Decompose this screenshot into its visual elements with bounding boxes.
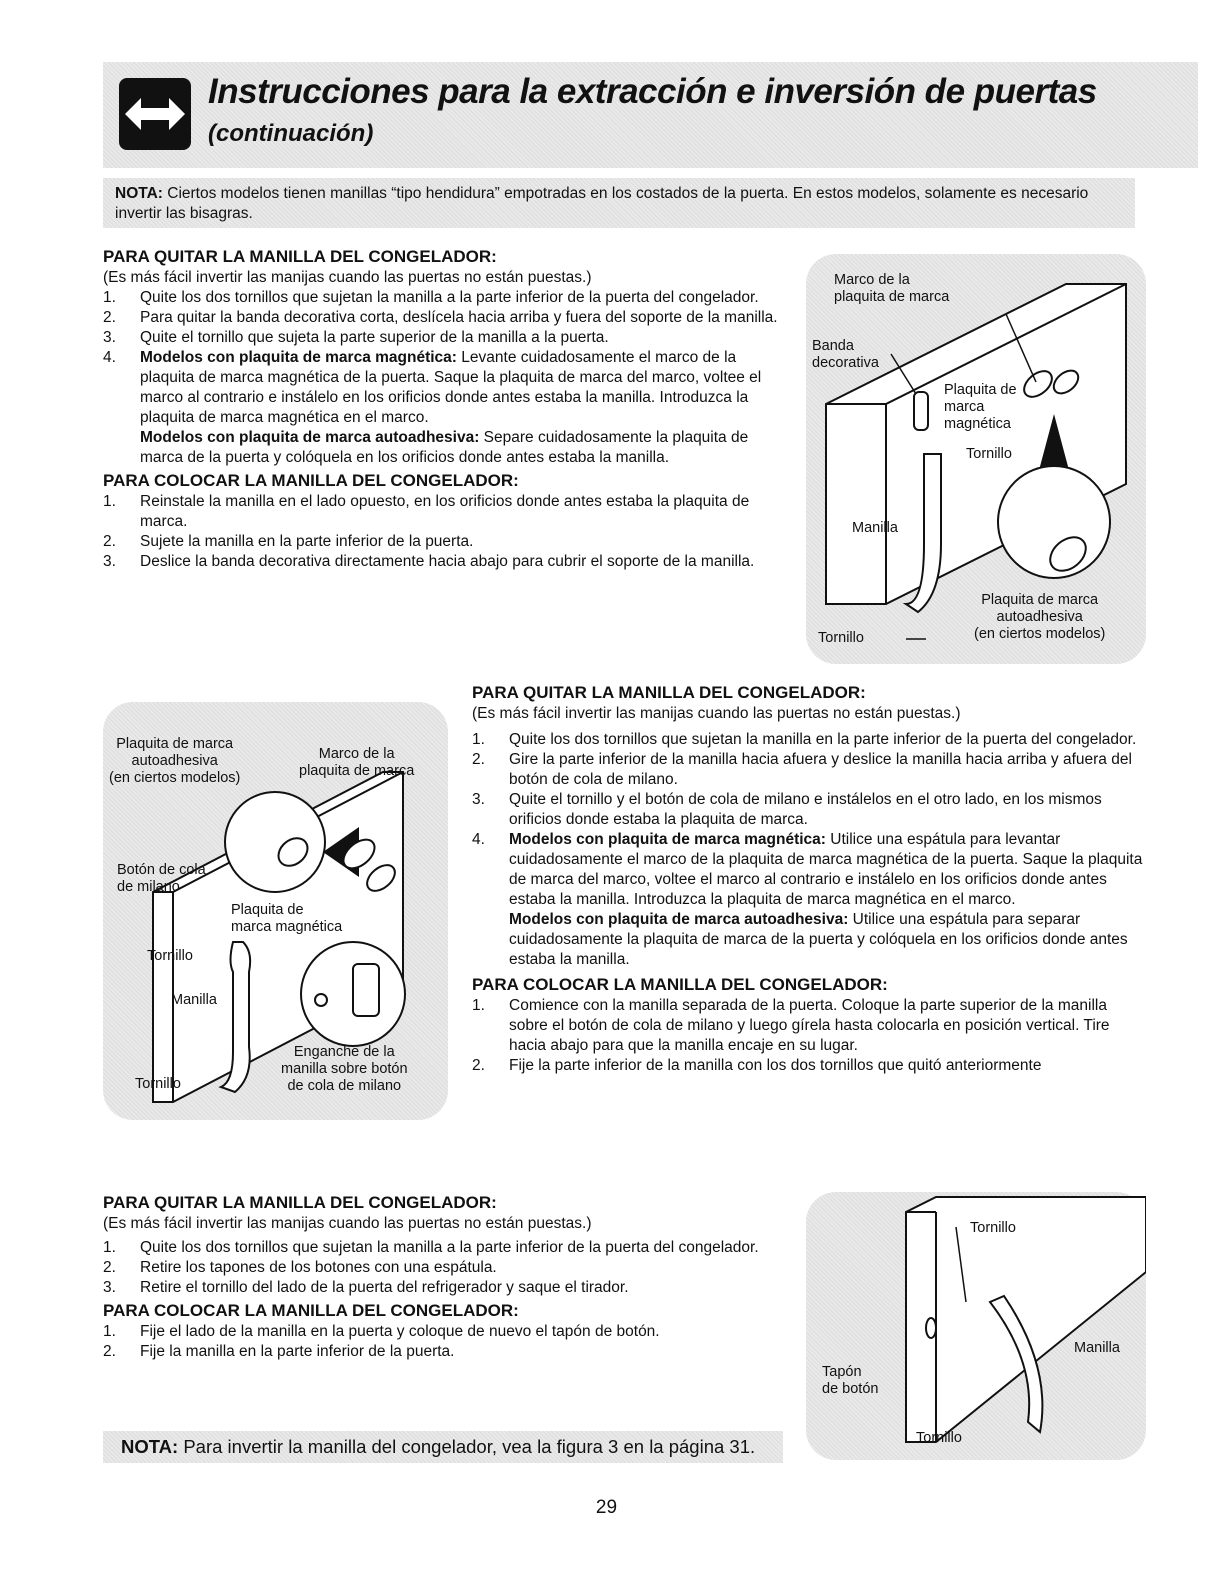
list-item: 1. Comience con la manilla separada de la puerta. Coloque la parte superior de la manilla sobre el botón de cola de milano y luego gírela hasta colocarla en posición vertical. Tire hacia abajo para que la manilla encaje en su lugar.: [472, 997, 1110, 1054]
list-item: 1. Reinstale la manilla en el lado opuesto, en los orificios donde antes estaba la plaquita de marca.: [103, 493, 750, 530]
page-subtitle: (continuación): [208, 120, 374, 147]
label-manilla: Manilla: [171, 992, 217, 1008]
page-number: 29: [595, 1497, 618, 1518]
list-item: 2. Gire la parte inferior de la manilla hacia afuera y deslice la manilla hacia arriba y afuera del botón de cola de milano.: [472, 751, 1132, 788]
section-heading: PARA COLOCAR LA MANILLA DEL CONGELADOR:: [103, 1301, 519, 1320]
section-heading: PARA QUITAR LA MANILLA DEL CONGELADOR:: [103, 247, 497, 266]
note-bottom: [103, 1431, 783, 1463]
label-manilla: Manilla: [852, 520, 898, 536]
note-top: [103, 178, 1135, 228]
list-item: 3. Deslice la banda decorativa directamente hacia abajo para cubrir el soporte de la manilla.: [103, 553, 755, 570]
label-tornillo-mid: Tornillo: [147, 948, 193, 964]
list-item: 2. Para quitar la banda decorativa corta, deslícela hacia arriba y fuera del soporte de la manilla.: [103, 309, 778, 326]
label-plaquita-autoadhesiva: Plaquita de marca autoadhesiva (en ciertos modelos): [974, 592, 1106, 642]
label-marco: Marco de la plaquita de marca: [834, 272, 950, 305]
steps-list: [103, 288, 793, 428]
page-header: [103, 62, 1198, 168]
section-intro: (Es más fácil invertir las manijas cuando las puertas no están puestas.): [103, 1215, 592, 1232]
section-heading: PARA QUITAR LA MANILLA DEL CONGELADOR:: [103, 1193, 497, 1212]
label-plaquita-magnetica: Plaquita de marca magnética: [944, 382, 1017, 432]
double-arrow-icon: [119, 78, 191, 150]
list-item: 4. Modelos con plaquita de marca magnética: Utilice una espátula para levantar cuidadosamente el marco de la plaquita de marca magnética de la puerta. Saque la plaquita de marca del marco, voltee el marco al contrario e instálelo en los orificios donde antes estaba la manilla. Introduzca la plaquita de marca magnética en el marco.: [472, 831, 1143, 908]
list-item: 2. Fije la manilla en la parte inferior de la puerta.: [103, 1343, 455, 1360]
list-item: 1. Quite los dos tornillos que sujetan la manilla en la parte inferior de la puerta del congelador.: [472, 731, 1137, 748]
steps-list: [103, 1238, 793, 1298]
list-item: 1. Quite los dos tornillos que sujetan la manilla a la parte inferior de la puerta del congelador.: [103, 289, 759, 306]
steps-list: [103, 1322, 793, 1362]
section3-text: [103, 1192, 793, 1362]
note-label: NOTA:: [121, 1436, 179, 1457]
label-tornillo-bottom: Tornillo: [818, 630, 864, 646]
list-item: 4. Modelos con plaquita de marca magnética: Levante cuidadosamente el marco de la plaquita de marca magnética de la puerta. Saque la plaquita de marca del marco, voltee el marco al contrario e instálelo en los orificios donde antes estaba la manilla. Introduzca la plaquita de marca magnética en el marco.: [103, 349, 762, 426]
label-enganche: Enganche de la manilla sobre botón de cola de milano: [281, 1044, 408, 1094]
list-item: 3. Quite el tornillo que sujeta la parte superior de la manilla a la puerta.: [103, 329, 609, 346]
list-item: 2. Retire los tapones de los botones con una espátula.: [103, 1259, 497, 1276]
list-item: 2. Sujete la manilla en la parte inferior de la puerta.: [103, 533, 474, 550]
label-marco: Marco de la plaquita de marca: [299, 746, 415, 779]
figure-handle-cap: [806, 1192, 1146, 1460]
list-item: 1. Quite los dos tornillos que sujetan la manilla a la parte inferior de la puerta del congelador.: [103, 1239, 759, 1256]
label-banda: Banda decorativa: [812, 338, 879, 371]
section1-text: [103, 246, 793, 572]
section-intro: (Es más fácil invertir las manijas cuando las puertas no están puestas.): [472, 705, 961, 722]
note-text: Ciertos modelos tienen manillas “tipo hendidura” empotradas en los costados de la puerta. En estos modelos, solamente es necesario invertir las bisagras.: [115, 185, 1089, 222]
extra-paragraph: Modelos con plaquita de marca autoadhesiva: Separe cuidadosamente la plaquita de marca de la puerta y colóquela en los orificios donde antes estaba la manilla.: [140, 429, 749, 466]
page-title: Instrucciones para la extracción e inversión de puertas: [208, 72, 1097, 111]
section2-text: [472, 682, 1144, 1076]
label-plaquita-magnetica: Plaquita de marca magnética: [231, 902, 343, 935]
list-item: 3. Quite el tornillo y el botón de cola de milano e instálelos en el otro lado, en los mismos orificios donde estaba la plaquita de marca.: [472, 791, 1102, 828]
list-item: 1. Fije el lado de la manilla en la puerta y coloque de nuevo el tapón de botón.: [103, 1323, 660, 1340]
note-label: NOTA:: [115, 185, 163, 202]
list-item: 2. Fije la parte inferior de la manilla con los dos tornillos que quitó anteriormente: [472, 1057, 1042, 1074]
steps-list: [472, 996, 1144, 1076]
label-tapon: Tapón de botón: [822, 1364, 879, 1397]
extra-paragraph: Modelos con plaquita de marca autoadhesiva: Utilice una espátula para separar cuidadosamente la plaquita de marca de la puerta y colóquela en los orificios donde antes estaba la manilla.: [509, 911, 1128, 968]
label-tornillo-top: Tornillo: [966, 446, 1012, 462]
figure-handle-dovetail: [103, 702, 448, 1120]
label-manilla: Manilla: [1074, 1340, 1120, 1356]
figure-handle-magnetic: [806, 254, 1146, 664]
section-heading: PARA QUITAR LA MANILLA DEL CONGELADOR:: [472, 683, 866, 702]
section-intro: (Es más fácil invertir las manijas cuando las puertas no están puestas.): [103, 269, 592, 286]
steps-list: [472, 730, 1144, 910]
note-text: Para invertir la manilla del congelador, vea la figura 3 en la página 31.: [183, 1436, 756, 1457]
section-heading: PARA COLOCAR LA MANILLA DEL CONGELADOR:: [472, 975, 888, 994]
label-tornillo-bottom: Tornillo: [916, 1430, 962, 1446]
label-tornillo-top: Tornillo: [970, 1220, 1016, 1236]
label-plaquita-autoadhesiva: Plaquita de marca autoadhesiva (en ciertos modelos): [109, 736, 241, 786]
section-heading: PARA COLOCAR LA MANILLA DEL CONGELADOR:: [103, 471, 519, 490]
label-tornillo-bottom: Tornillo: [135, 1076, 181, 1092]
list-item: 3. Retire el tornillo del lado de la puerta del refrigerador y saque el tirador.: [103, 1279, 629, 1296]
label-boton: Botón de cola de milano: [117, 862, 206, 895]
steps-list: [103, 492, 793, 572]
